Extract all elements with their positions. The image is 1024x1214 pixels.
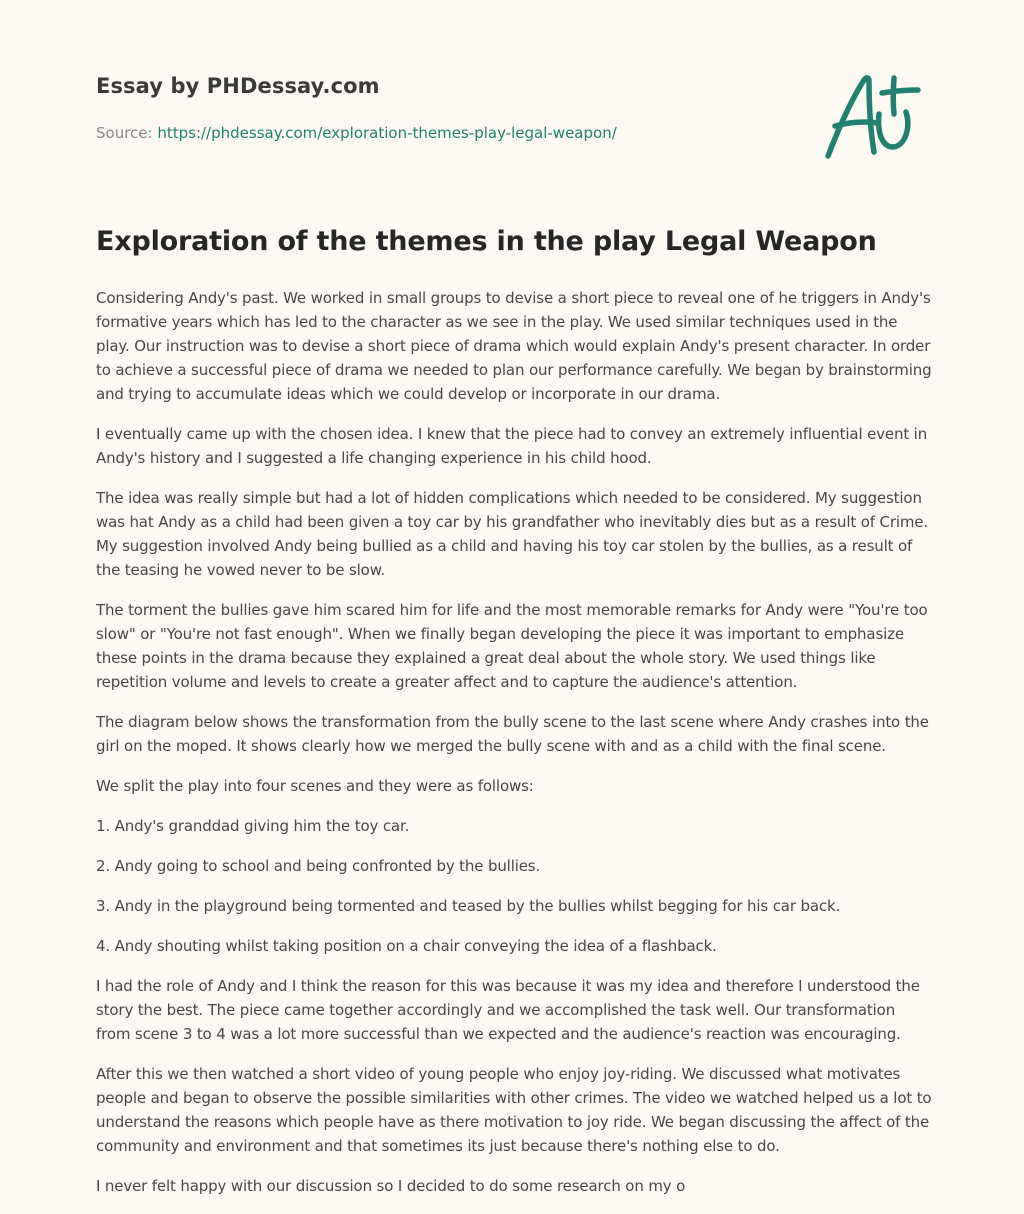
scene-list-item: 4. Andy shouting whilst taking position on a chair conveying the idea of a flashback. xyxy=(96,937,717,955)
scene-list-item: 3. Andy in the playground being tormented and teased by the bullies whilst begging for his car back. xyxy=(96,897,841,915)
a-plus-logo-icon xyxy=(822,68,924,166)
source-label: Source: xyxy=(96,124,158,142)
scene-list-item: 2. Andy going to school and being confronted by the bullies. xyxy=(96,857,541,875)
scene-list-item: 1. Andy's granddad giving him the toy car. xyxy=(96,817,410,835)
essay-paragraph: After this we then watched a short video of young people who enjoy joy-riding. We discussed what motivates people and began to observe the possible similarities with other crimes. The video we watched helped us a lot to understand the reasons which people have as there motivation to joy ride. We began discussing the affect of the community and environment and that sometimes its just because there's nothing else to do. xyxy=(96,1065,932,1155)
essay-paragraph: We split the play into four scenes and they were as follows: xyxy=(96,777,534,795)
essay-paragraph: I eventually came up with the chosen idea. I knew that the piece had to convey an extremely influential event in Andy's history and I suggested a life changing experience in his child hood. xyxy=(96,425,928,467)
essay-paragraph: I never felt happy with our discussion so I decided to do some research on my o xyxy=(96,1177,686,1195)
essay-paragraph: The torment the bullies gave him scared him for life and the most memorable remarks for Andy were "You're too slow" or "You're not fast enough". When we finally began developing the piece it was important to emphasize these points in the drama because they explained a great deal about the whole story. We used things like repetition volume and levels to create a greater affect and to capture the audience's attention. xyxy=(96,601,928,691)
essay-paragraph: The diagram below shows the transformation from the bully scene to the last scene where Andy crashes into the girl on the moped. It shows clearly how we merged the bully scene with and as a child with the final scene. xyxy=(96,713,929,755)
source-link[interactable]: https://phdessay.com/exploration-themes-play-legal-weapon/ xyxy=(157,124,617,142)
essay-paragraph: Considering Andy's past. We worked in small groups to devise a short piece to reveal one of he triggers in Andy's formative years which has led to the character as we see in the play. We used similar techniques used in the play. Our instruction was to devise a short piece of drama which would explain Andy's present character. In order to achieve a successful piece of drama we needed to plan our performance carefully. We began by brainstorming and trying to accumulate ideas which we could develop or incorporate in our drama. xyxy=(96,289,932,403)
essay-paragraph: The idea was really simple but had a lot of hidden complications which needed to be considered. My suggestion was hat Andy as a child had been given a toy car by his grandfather who inevitably dies but as a result of Crime. My suggestion involved Andy being bullied as a child and having his toy car stolen by the bullies, as a result of the teasing he vowed never to be slow. xyxy=(96,489,929,579)
essay-title: Exploration of the themes in the play Legal Weapon xyxy=(96,226,877,257)
essay-paragraph: I had the role of Andy and I think the reason for this was because it was my idea and therefore I understood the story the best. The piece came together accordingly and we accomplished the task well. Our transformation from scene 3 to 4 was a lot more successful than we expected and the audience's reaction was encouraging. xyxy=(96,977,920,1043)
source-line xyxy=(96,124,617,142)
essay-body xyxy=(96,286,932,1214)
site-brand: Essay by PHDessay.com xyxy=(96,74,380,98)
